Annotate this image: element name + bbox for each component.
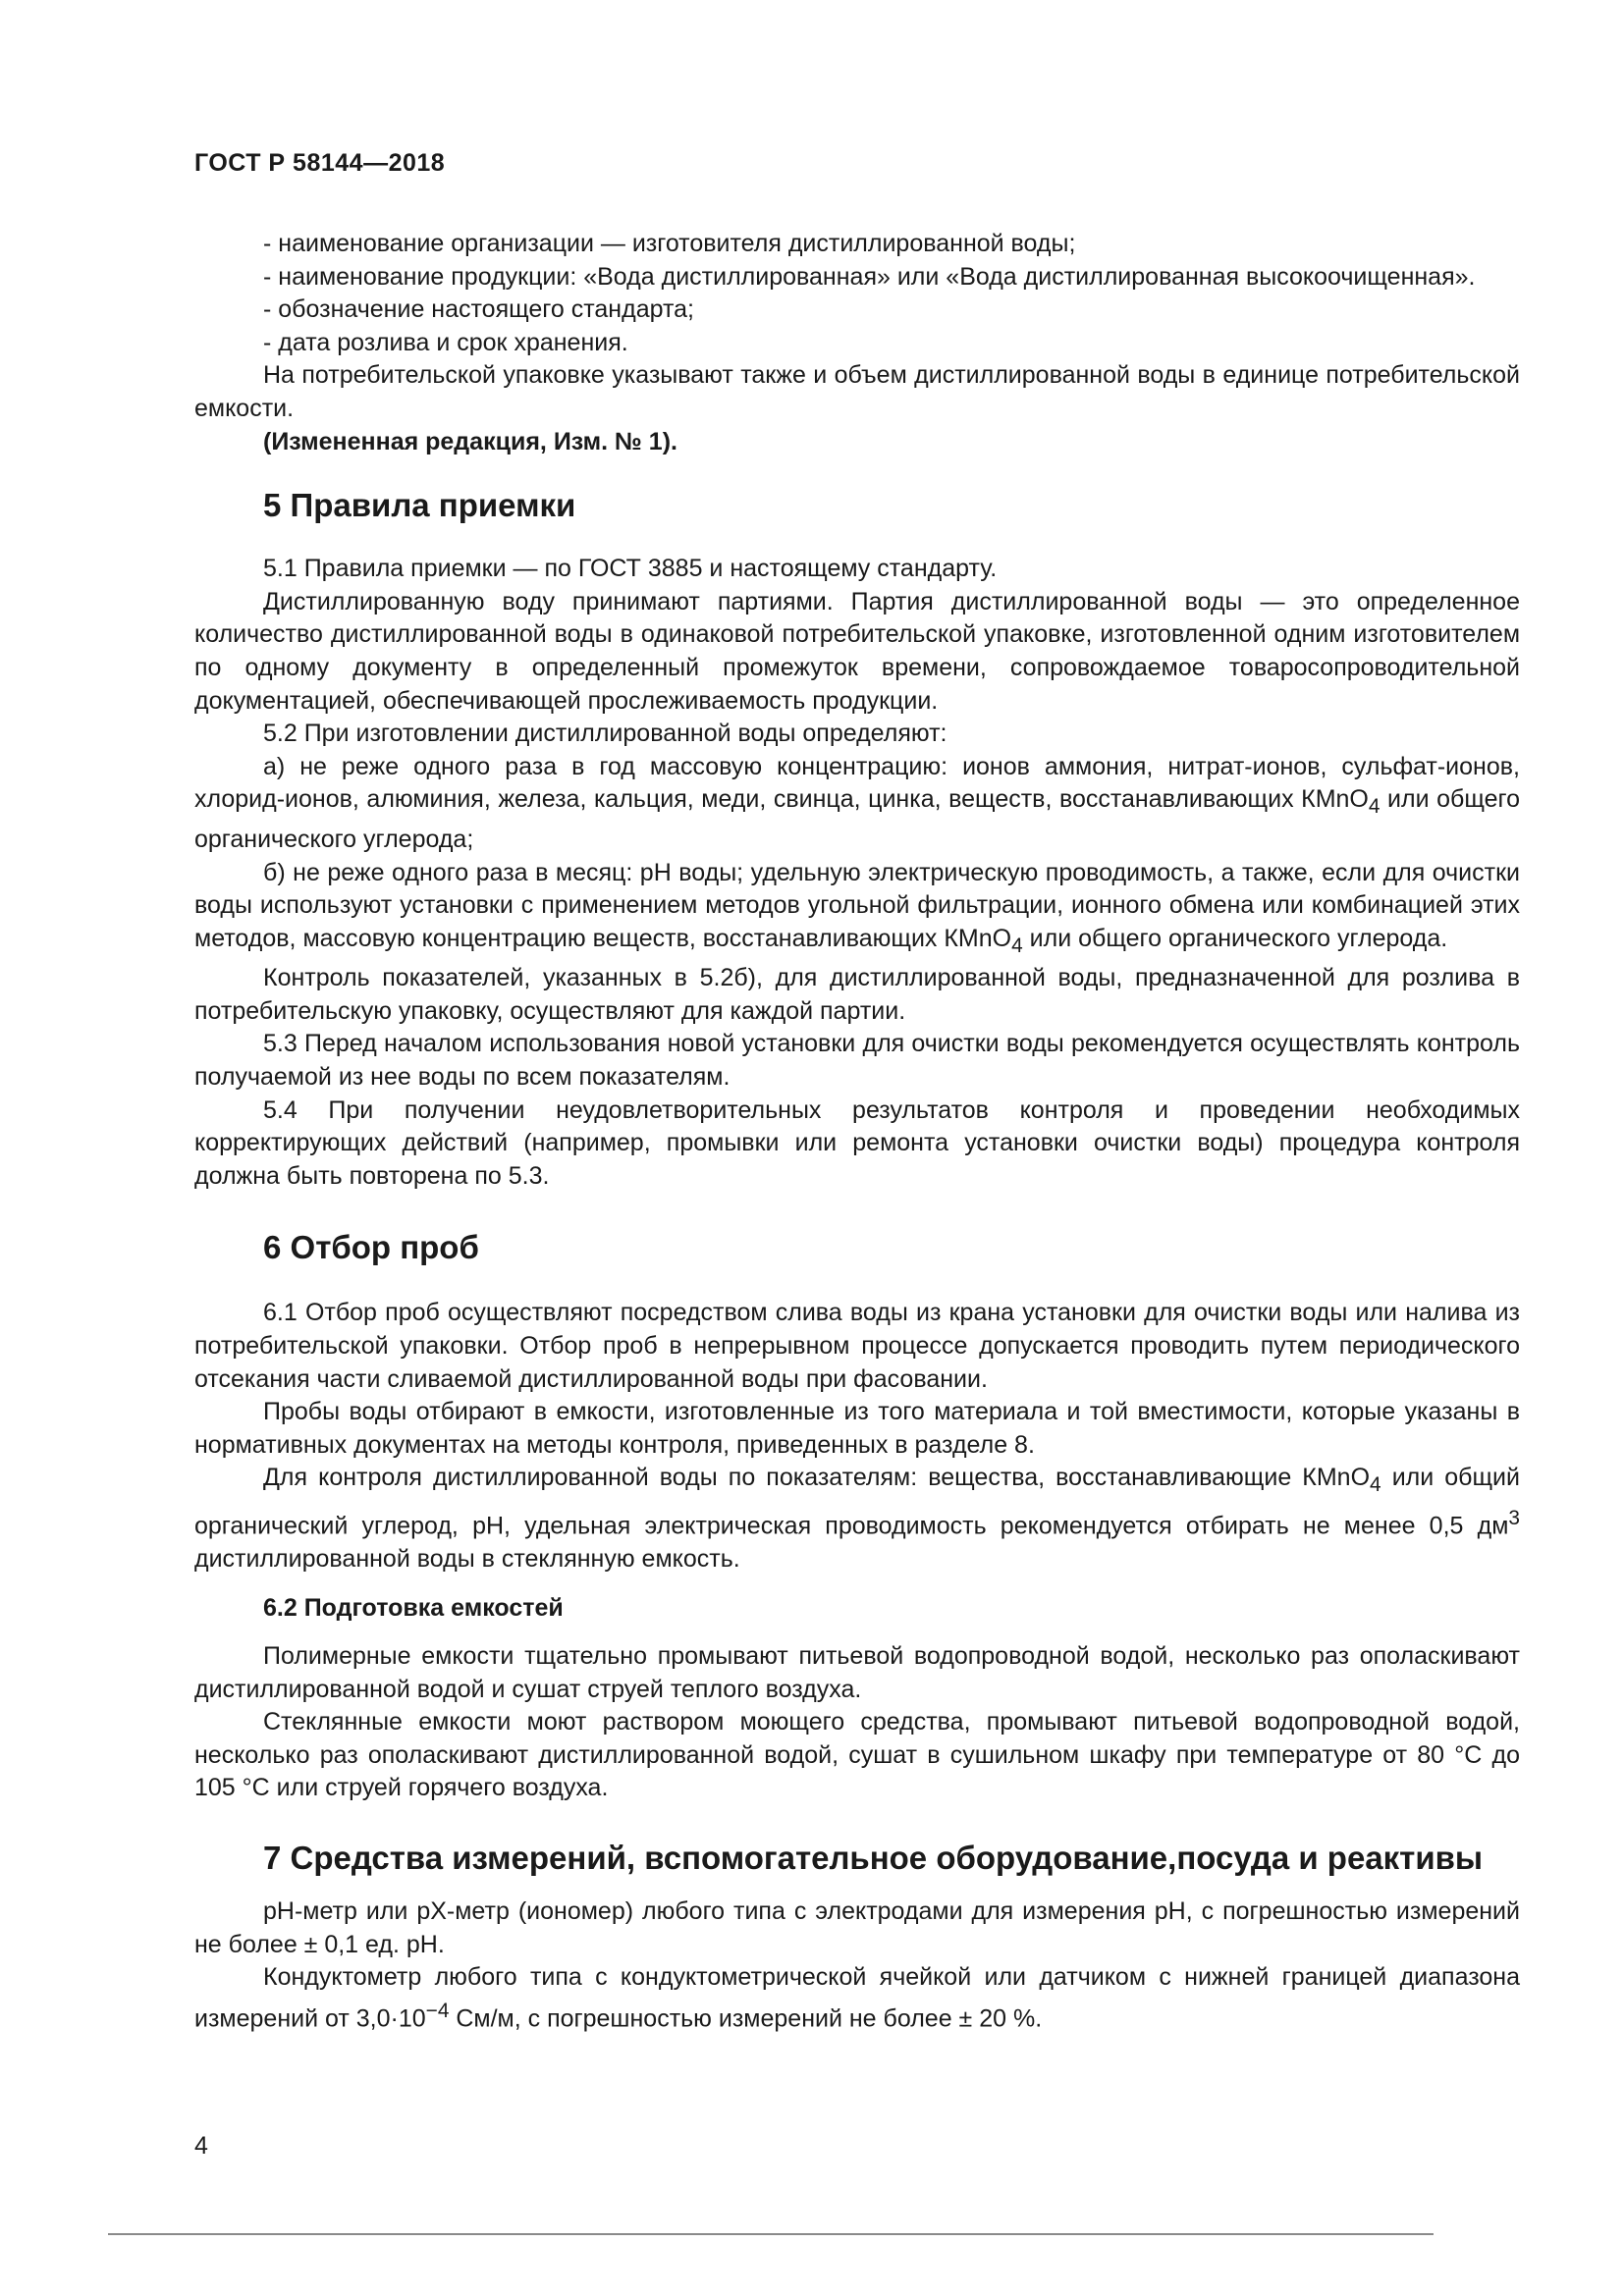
section-5-paragraph: 5.2 При изготовлении дистиллированной воды определяют: (263, 720, 947, 748)
intro-line-4: - дата розлива и срок хранения. (263, 328, 628, 356)
text-run: или общего органического углерода; (194, 785, 1520, 853)
text-run: или общий органический углерод, pH, удельная электрическая проводимость рекомендуется отбирать не менее 0,5 дм (194, 1464, 1520, 1540)
subsection-6-2-title: 6.2 Подготовка емкостей (263, 1593, 564, 1622)
section-6-paragraph: Полимерные емкости тщательно промывают питьевой водопроводной водой, несколько раз ополаскивают дистиллированной водой и сушат струей теплого воздуха. (194, 1642, 1520, 1703)
text-run: Кондуктометр любого типа с кондуктометрической ячейкой или датчиком с нижней границей диапазона измерений от 3,0·10 (194, 1963, 1520, 2033)
text-run: Для контроля дистиллированной воды по показателям: вещества, восстанавливающие КMnO (263, 1464, 1371, 1492)
section-7-title: 7 Средства измерений, вспомогательное оборудование,посуда и реактивы (263, 1840, 1484, 1877)
subscript: 4 (1368, 795, 1380, 819)
subscript: 4 (1011, 934, 1023, 957)
section-5-item-b (194, 857, 1520, 963)
amendment-note: (Измененная редакция, Изм. № 1). (263, 427, 677, 455)
document-body (194, 228, 1520, 2036)
text-run: См/м, с погрешностью измерений не более ± 20 %. (449, 2004, 1043, 2033)
intro-line-3: - обозначение настоящего стандарта; (263, 295, 694, 324)
section-5-paragraph: 5.3 Перед началом использования новой установки для очистки воды рекомендуется осуществлять контроль получаемой из нее воды по всем показателям. (194, 1030, 1520, 1092)
text-run: или общего органического углерода. (1022, 924, 1448, 952)
section-5-paragraph: Контроль показателей, указанных в 5.2б), для дистиллированной воды, предназначенной для розлива в потребительскую упаковку, осуществляют для каждой партии. (194, 964, 1520, 1025)
section-5-paragraph: 5.4 При получении неудовлетворительных результатов контроля и проведении необходимых корректирующих действий (например, промывки или ремонта установки очистки воды) процедура контроля должна быть повторена по 5.3. (194, 1095, 1520, 1190)
section-5-paragraph: Дистиллированную воду принимают партиями. Партия дистиллированной воды — это определенное количество дистиллированной воды в одинаковой потребительской упаковке, изготовленной одним изготовителем по одному документу в определенный промежуток времени, сопровождаемое товаросопроводительной документацией, обеспечивающей прослеживаемость продукции. (194, 587, 1520, 715)
section-6-paragraph: Пробы воды отбирают в емкости, изготовленные из того материала и той вместимости, которые указаны в нормативных документах на методы контроля, приведенных в разделе 8. (194, 1398, 1520, 1459)
section-5-title: 5 Правила приемки (263, 487, 576, 524)
page-number: 4 (194, 2132, 208, 2160)
section-5-item-a (194, 751, 1520, 857)
section-5-paragraph: 5.1 Правила приемки — по ГОСТ 3885 и настоящему стандарту. (263, 555, 998, 583)
superscript: 3 (1508, 1507, 1520, 1529)
section-6-paragraph (194, 1462, 1520, 1575)
superscript: −4 (425, 1999, 450, 2022)
section-7-paragraph (194, 1961, 1520, 2036)
document-header: ГОСТ Р 58144—2018 (194, 149, 446, 177)
text-run: б) не реже одного раза в месяц: pH воды; удельную электрическую проводимость, а также, если для очистки воды используют установки с применением методов угольной фильтрации, ионного обмена или комбинацией этих методов, массовую концентрацию веществ, восстанавливающих КMnO (194, 858, 1520, 952)
intro-line-5: На потребительской упаковке указывают также и объем дистиллированной воды в единице потребительской емкости. (194, 361, 1520, 422)
section-7-paragraph: pH-метр или pX-метр (иономер) любого типа с электродами для измерения pH, с погрешностью измерений не более ± 0,1 ед. pH. (194, 1897, 1520, 1958)
section-6-paragraph: 6.1 Отбор проб осуществляют посредством слива воды из крана установки для очистки воды или налива из потребительской упаковки. Отбор проб в непрерывном процессе допускается проводить путем периодического отсекания части сливаемой дистиллированной воды при фасовании. (194, 1299, 1520, 1393)
text-run: а) не реже одного раза в год массовую концентрацию: ионов аммония, нитрат-ионов, сульфат-ионов, хлорид-ионов, алюминия, железа, кальция, меди, свинца, цинка, веществ, восстанавливающих КMnO (194, 752, 1520, 814)
section-6-title: 6 Отбор проб (263, 1229, 479, 1266)
footer-divider (108, 2233, 1434, 2235)
intro-line-1: - наименование организации — изготовителя дистиллированной воды; (263, 230, 1076, 257)
text-run: дистиллированной воды в стеклянную емкость. (194, 1544, 740, 1573)
intro-line-2: - наименование продукции: «Вода дистиллированная» или «Вода дистиллированная высокоочищенная». (263, 262, 1476, 291)
section-6-paragraph: Стеклянные емкости моют раствором моющего средства, промывают питьевой водопроводной водой, несколько раз ополаскивают дистиллированной водой, сушат в сушильном шкафу при температуре от 80 °С до 105 °С или струей горячего воздуха. (194, 1708, 1520, 1802)
subscript: 4 (1370, 1473, 1381, 1497)
